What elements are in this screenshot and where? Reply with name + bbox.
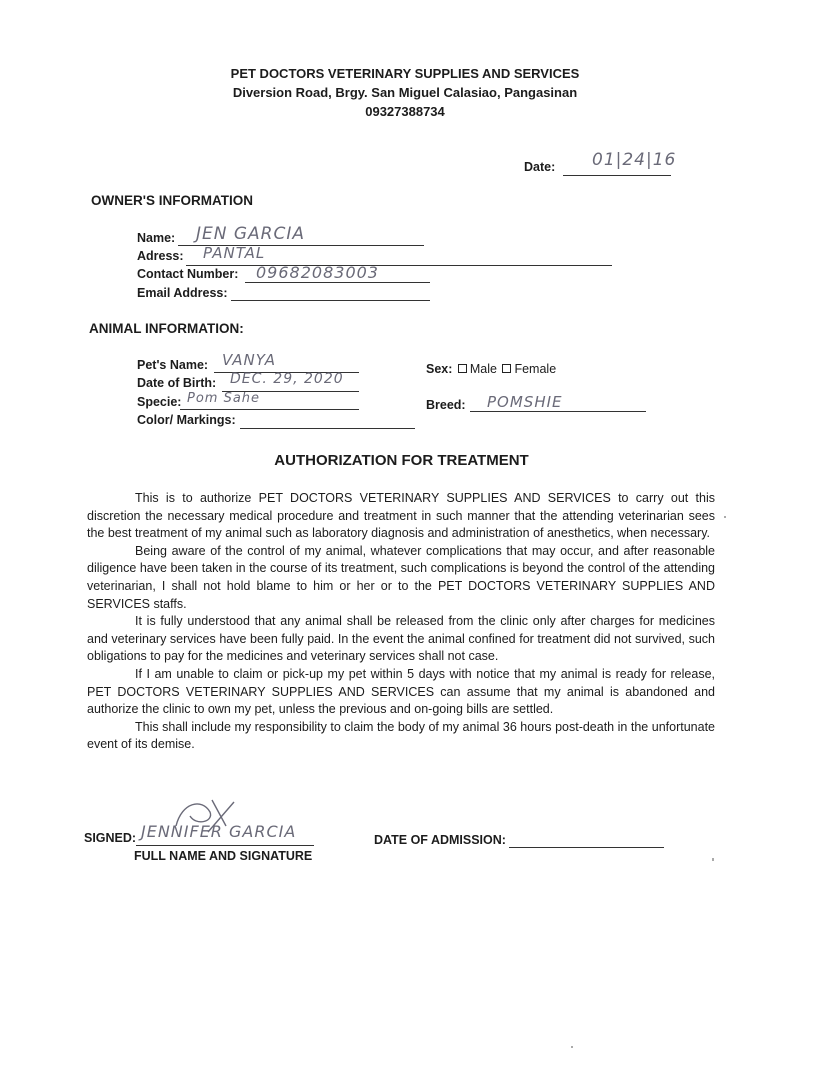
owner-address-line: [186, 265, 612, 266]
owner-contact-value[interactable]: 09682083003: [256, 263, 379, 282]
breed-value[interactable]: POMSHIE: [487, 393, 563, 411]
owner-contact-line: [245, 282, 430, 283]
authorization-title: AUTHORIZATION FOR TREATMENT: [274, 452, 529, 469]
date-line: [563, 175, 671, 176]
owner-contact-label: Contact Number:: [137, 267, 239, 281]
species-line: [180, 409, 359, 410]
signed-value[interactable]: JENNIFER GARCIA: [141, 822, 297, 841]
owner-section-title: OWNER'S INFORMATION: [91, 193, 253, 208]
authorization-paragraph: Being aware of the control of my animal, whatever complications that may occur, and after reasonable diligence have been taken in the course of its treatment, such complications is beyond the control of the attending veterinarian, I shall not hold blame to him or her or to the PET DOCTORS VETERINARY SUPPLIES AND SERVICES staffs.: [87, 543, 715, 611]
clinic-address: Diversion Road, Brgy. San Miguel Calasiao, Pangasinan: [232, 85, 578, 100]
owner-email-line[interactable]: [231, 300, 430, 301]
signature-line: [136, 845, 314, 846]
dob-value[interactable]: DEC. 29, 2020: [230, 371, 344, 387]
admission-date-label: DATE OF ADMISSION:: [374, 833, 506, 847]
owner-name-label: Name:: [137, 231, 176, 245]
authorization-body: [87, 490, 715, 754]
authorization-paragraph: This is to authorize PET DOCTORS VETERINARY SUPPLIES AND SERVICES to carry out this discretion the necessary medical procedure and treatment in such manner that the attending veterinarian sees the best treatment of my animal such as laboratory diagnosis and administration of anesthetics, when necessary.: [87, 491, 715, 541]
pet-name-value[interactable]: VANYA: [222, 351, 276, 369]
admission-date-line[interactable]: [509, 847, 664, 848]
owner-name-value[interactable]: JEN GARCIA: [196, 224, 306, 244]
owner-email-label: Email Address:: [137, 286, 228, 300]
scan-speck: [712, 858, 714, 861]
authorization-paragraph: If I am unable to claim or pick-up my pet within 5 days with notice that my animal is ready for release, PET DOCTORS VETERINARY SUPPLIES AND SERVICES can assume that my animal is abandoned and authorize the clinic to own my pet, unless the previous and on-going bills are settled.: [87, 666, 715, 717]
breed-label: Breed:: [426, 398, 466, 412]
sex-label: Sex:: [426, 362, 453, 376]
species-value[interactable]: Pom Sahe: [187, 391, 261, 406]
pet-name-label: Pet's Name:: [137, 358, 209, 372]
scan-speck: [724, 516, 726, 518]
authorization-paragraph: It is fully understood that any animal shall be released from the clinic only after charges for medicines and veterinary services have been fully paid. In the event the animal confined for treatment did not survived, such obligations to pay for the medicines and veterinary services shall not case.: [87, 614, 715, 664]
clinic-phone: 09327388734: [365, 104, 445, 119]
dob-label: Date of Birth:: [137, 376, 217, 390]
owner-address-label: Adress:: [137, 249, 184, 263]
color-markings-line[interactable]: [240, 428, 415, 429]
sex-field: [426, 362, 556, 376]
sex-male-label: Male: [469, 362, 497, 376]
signature-caption: FULL NAME AND SIGNATURE: [134, 849, 313, 863]
date-value[interactable]: 01|24|16: [592, 150, 677, 170]
animal-section-title: ANIMAL INFORMATION:: [89, 321, 244, 336]
color-markings-label: Color/ Markings:: [137, 413, 236, 427]
sex-male-checkbox[interactable]: [458, 364, 467, 373]
sex-female-label: Female: [514, 362, 557, 376]
authorization-paragraph: This shall include my responsibility to claim the body of my animal 36 hours post-death in the unfortunate event of its demise.: [87, 719, 715, 752]
sex-female-checkbox[interactable]: [502, 364, 511, 373]
owner-address-value[interactable]: PANTAL: [203, 244, 266, 262]
clinic-name: PET DOCTORS VETERINARY SUPPLIES AND SERVICES: [230, 66, 580, 81]
scan-speck: [571, 1046, 573, 1048]
breed-line: [470, 411, 646, 412]
species-label: Specie:: [137, 395, 182, 409]
date-label: Date:: [524, 160, 556, 174]
signed-label: SIGNED:: [84, 831, 137, 845]
